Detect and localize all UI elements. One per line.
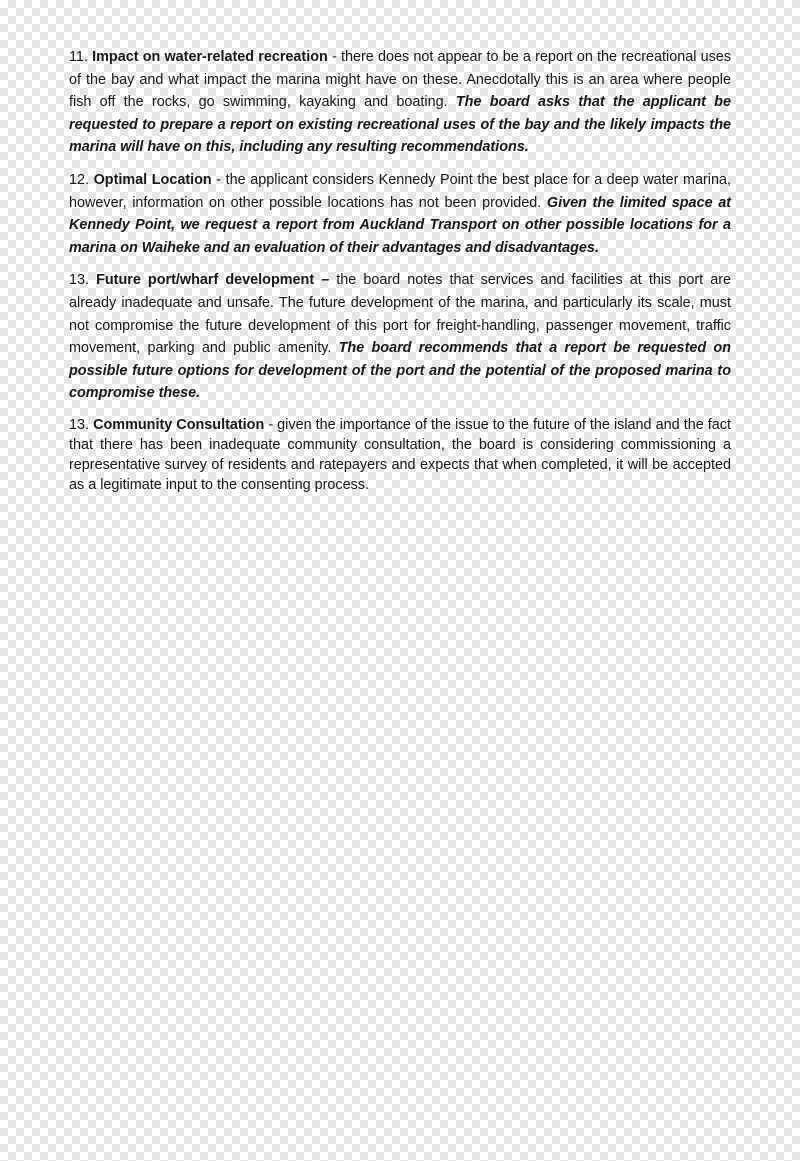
paragraph-12-location <box>69 169 731 259</box>
paragraph-11-recreation <box>69 46 731 159</box>
paragraph-body: - given the importance of the issue to the future of the island and the fact that there has been inadequate community consultation, the board is considering commissioning a representative survey of residents and ratepayers and expects that when completed, it will be accepted as a legitimate input to the consenting process. <box>69 416 731 493</box>
paragraph-recommendation: The board recommends that a report be requested on possible future options for development of the port and the potential of the proposed marina to compromise these. <box>69 340 731 402</box>
paragraph-body: the board notes that services and facilities at this port are already inadequate and unsafe. The future development of the marina, and particularly its scale, must not compromise the future development of this port for freight-handling, passenger movement, traffic movement, parking and public amenity. <box>69 272 731 357</box>
paragraph-heading: Optimal Location <box>93 171 212 188</box>
paragraph-body: - the applicant considers Kennedy Point the best place for a deep water marina, however, information on other possible locations has not been provided. <box>69 171 732 211</box>
document-page <box>69 46 731 505</box>
paragraph-recommendation: Given the limited space at Kennedy Point, we request a report from Auckland Transport on other possible locations for a marina on Waiheke and an evaluation of their advantages and disadvantages. <box>69 194 731 256</box>
paragraph-number: 13. <box>69 272 90 289</box>
paragraph-13-port-development <box>69 269 731 405</box>
paragraph-heading: Community Consultation <box>93 416 265 433</box>
paragraph-heading: Future port/wharf development – <box>96 272 330 289</box>
paragraph-heading: Impact on water-related recreation <box>92 49 328 65</box>
paragraph-body: - there does not appear to be a report on the recreational uses of the bay and what impact the marina might have on these. Anecdotally this is an area where people fish off the rocks, go swimming, kayaking and boating. <box>69 49 732 111</box>
paragraph-number: 11. <box>69 49 88 65</box>
paragraph-number: 12. <box>69 171 90 188</box>
paragraph-number: 13. <box>69 416 90 433</box>
paragraph-13-community-consultation <box>69 415 731 495</box>
paragraph-recommendation: The board asks that the applicant be requested to prepare a report on existing recreational uses of the bay and the likely impacts the marina will have on this, including any resulting recommendations. <box>69 94 731 156</box>
